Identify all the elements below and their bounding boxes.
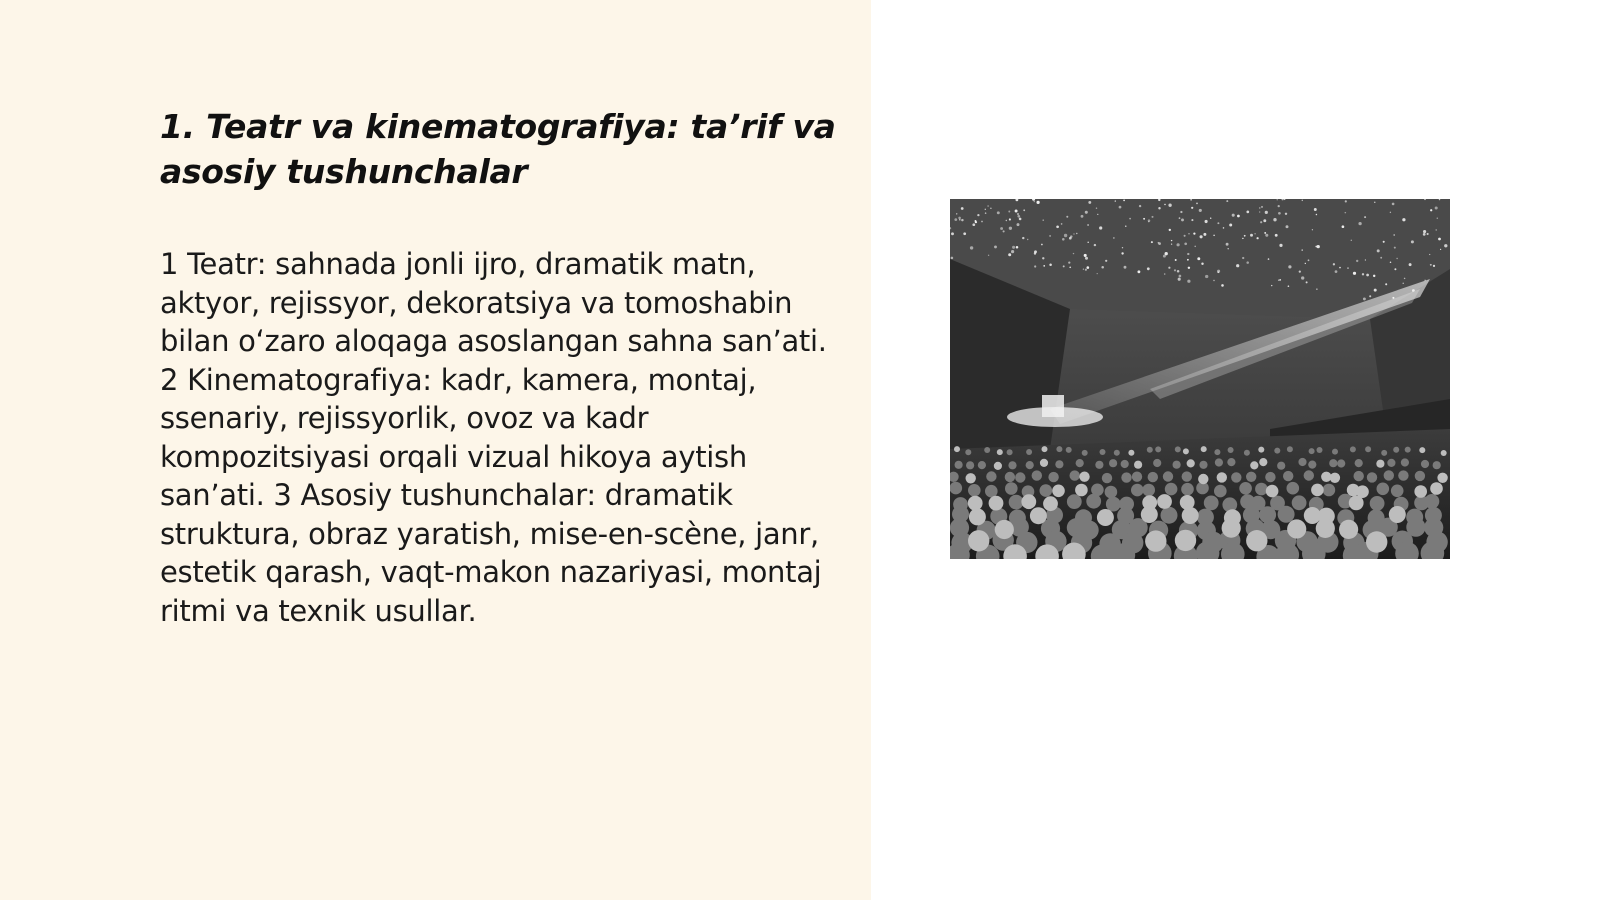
slide-title: 1. Teatr va kinematografiya: ta’rif va asosiy tushunchalar (160, 107, 836, 191)
slide-body-text: 1 Teatr: sahnada jonli ijro, dramatik matn, aktyor, rejissyor, dekoratsiya va tomoshabin bilan o‘zaro aloqaga asoslangan sahna san’ati. 2 Kinematografiya: kadr, kamera, montaj, ssenariy, rejissyorlik, ovoz va kadr kompozitsiyasi orqali vizual hikoya aytish san’ati. 3 Asosiy tushunchalar: dramatik struktura, obraz yaratish, mise-en-scène, janr, estetik qarash, vaqt-makon nazariyasi, montaj ritmi va texnik usullar. (160, 247, 827, 628)
cinema-auditorium-photo (950, 199, 1450, 559)
cinema-photo-illustration (950, 199, 1450, 559)
